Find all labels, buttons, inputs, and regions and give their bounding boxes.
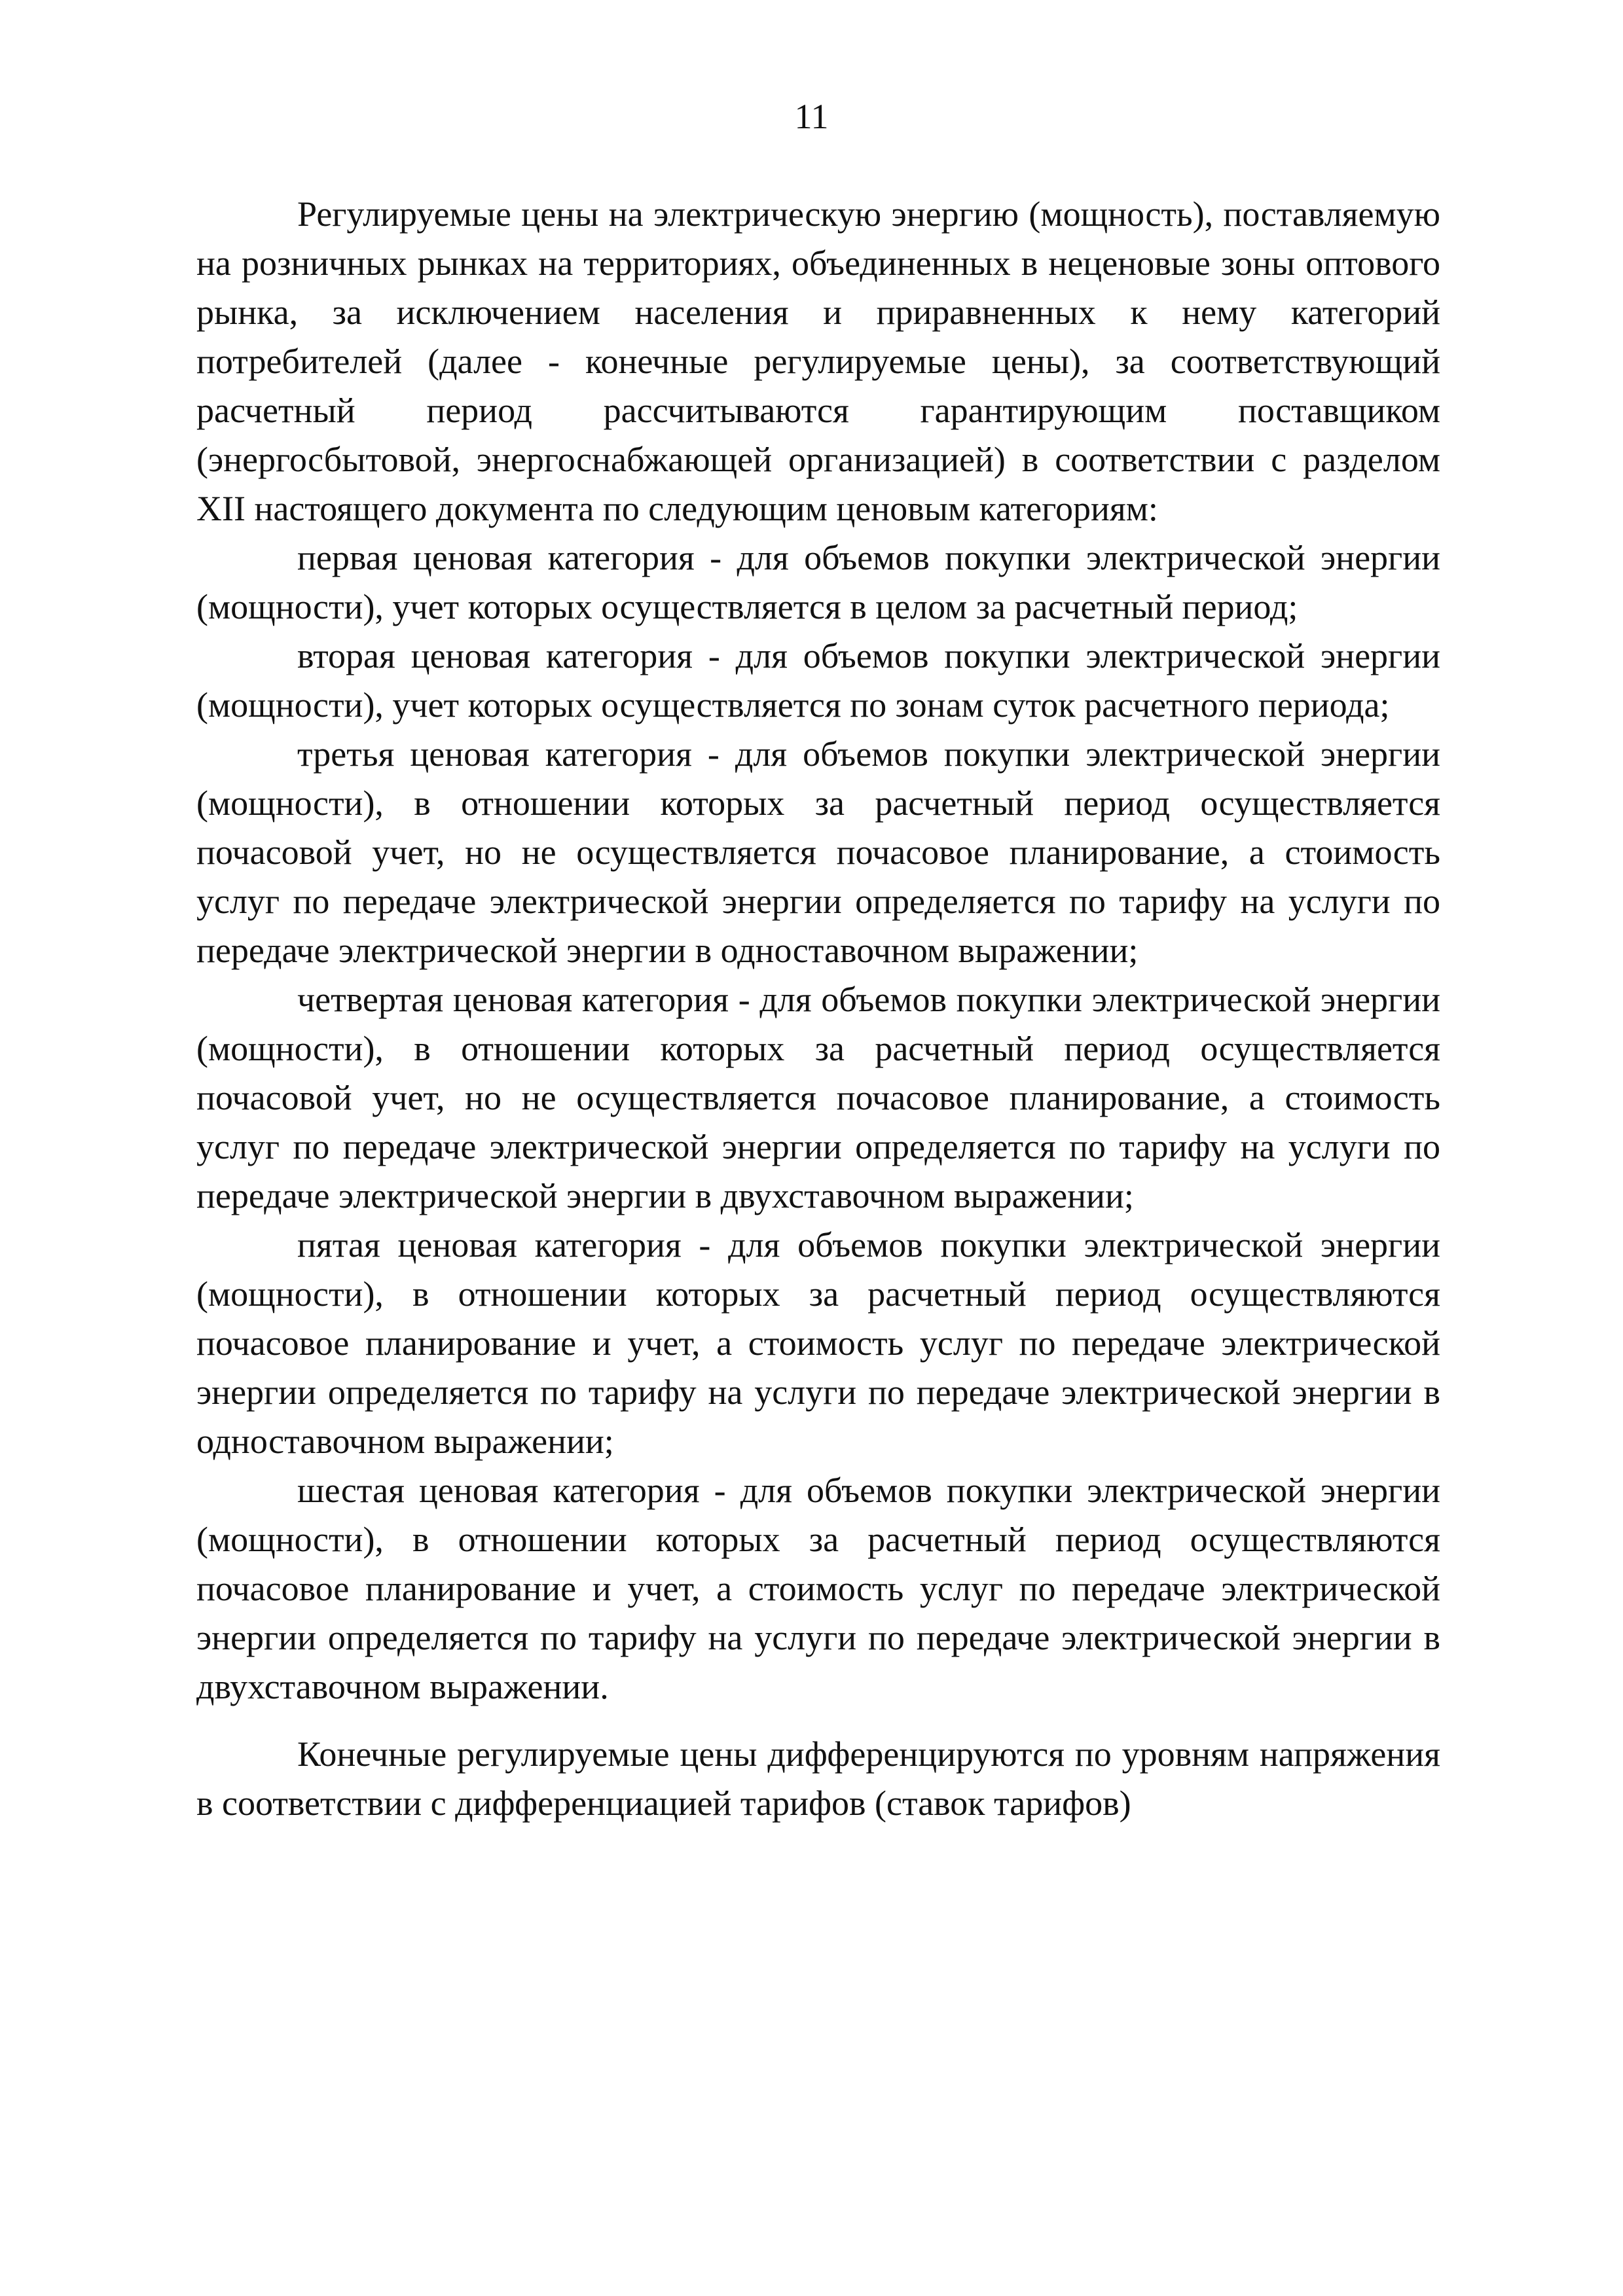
- paragraph-price-category-1: первая ценовая категория - для объемов покупки электрической энергии (мощности), учет которых осуществляется в целом за расчетный период;: [196, 538, 1440, 626]
- paragraph-intro: Регулируемые цены на электрическую энергию (мощность), поставляемую на розничных рынках на территориях, объединенных в неценовые зоны оптового рынка, за исключением населения и приравненных к нему категорий потребителей (далее - конечные регулируемые цены), за соответствующий расчетный период рассчитываются гарантирующим поставщиком (энергосбытовой, энергоснабжающей организацией) в соответствии с разделом XII настоящего документа по следующим ценовым категориям:: [196, 194, 1440, 528]
- paragraph-price-category-6: шестая ценовая категория - для объемов покупки электрической энергии (мощности), в отношении которых за расчетный период осуществляются почасовое планирование и учет, а стоимость услуг по передаче электрической энергии определяется по тарифу на услуги по передаче электрической энергии в двухставочном выражении.: [196, 1471, 1440, 1706]
- document-body: [196, 190, 1440, 1828]
- page-number: 11: [794, 97, 829, 136]
- paragraph-price-category-3: третья ценовая категория - для объемов покупки электрической энергии (мощности), в отношении которых за расчетный период осуществляется почасовой учет, но не осуществляется почасовое планирование, а стоимость услуг по передаче электрической энергии определяется по тарифу на услуги по передаче электрической энергии в одноставочном выражении;: [196, 734, 1440, 970]
- paragraph-price-category-5: пятая ценовая категория - для объемов покупки электрической энергии (мощности), в отношении которых за расчетный период осуществляются почасовое планирование и учет, а стоимость услуг по передаче электрической энергии определяется по тарифу на услуги по передаче электрической энергии в одноставочном выражении;: [196, 1225, 1440, 1461]
- paragraph-price-category-2: вторая ценовая категория - для объемов покупки электрической энергии (мощности), учет которых осуществляется по зонам суток расчетного периода;: [196, 636, 1440, 725]
- paragraph-differentiation: Конечные регулируемые цены дифференцируются по уровням напряжения в соответствии с дифференциацией тарифов (ставок тарифов): [196, 1734, 1440, 1823]
- paragraph-price-category-4: четвертая ценовая категория - для объемов покупки электрической энергии (мощности), в отношении которых за расчетный период осуществляется почасовой учет, но не осуществляется почасовое планирование, а стоимость услуг по передаче электрической энергии определяется по тарифу на услуги по передаче электрической энергии в двухставочном выражении;: [196, 980, 1440, 1215]
